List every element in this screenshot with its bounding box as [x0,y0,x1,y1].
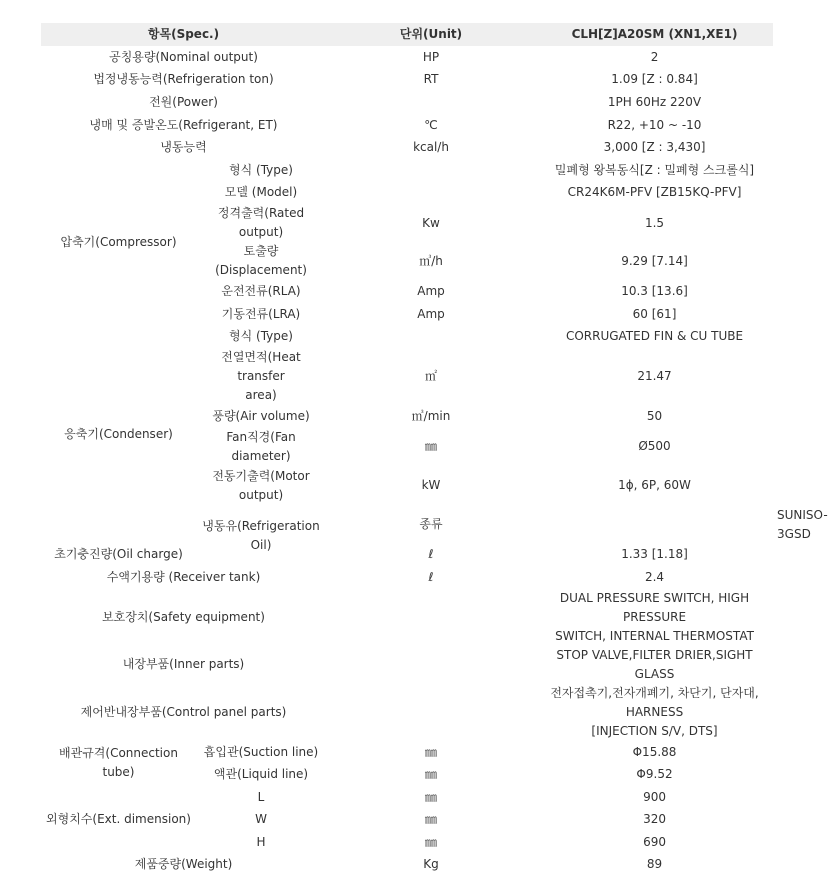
row-label: 공칭용량(Nominal output) [109,49,258,64]
row-label: 내장부품(Inner parts) [122,657,245,672]
row-label: 보호장치(Safety equipment) [102,609,265,624]
row-value: 10.3 [13.6] [621,283,688,298]
row-value: 690 [643,834,666,849]
row-label: 제품중량(Weight) [134,857,233,872]
row-unit: ㎥/h [419,253,443,268]
table-row [41,91,773,114]
row-label: 종류 [419,517,443,532]
row-value: STOP VALVE,FILTER DRIER,SIGHT GLASS [556,647,753,681]
row-unit: Amp [417,306,445,321]
table-row [41,136,773,159]
row-label [196,348,326,405]
row-label: 정격출력(Rated output) [217,206,305,240]
group-label-compressor: 압축기(Compressor) [60,234,177,249]
row-unit: ㎜ [425,812,438,827]
row-label: 흡입관(Suction line) [203,744,319,759]
row-unit [326,684,536,741]
row-unit: Amp [417,283,445,298]
table-row [41,46,773,69]
row-label: 풍량(Air volume) [212,408,310,423]
row-unit: ℃ [424,117,438,132]
row-unit: ㎜ [425,789,438,804]
table-row [41,159,773,182]
row-label: 기동전류(LRA) [221,306,301,321]
row-value: 21.47 [637,368,672,383]
row-value: 60 [61] [632,306,677,321]
value-line: 전자접촉기,전자개폐기, 차단기, 단자대, HARNESS [550,685,759,719]
group-label-connection [41,741,196,786]
row-unit: ㎜ [425,834,438,849]
row-label [196,466,326,506]
group-label-condenser: 응축기(Condenser) [64,426,173,441]
group-label-oil: 냉동유(Refrigeration Oil) [202,518,320,552]
table-body [41,46,828,876]
row-value: R22, +10 ~ -10 [607,117,702,132]
table-row: 냉동유(Refrigeration Oil) 종류 SUNISO-3GSD [41,506,773,544]
row-label: 초기충진량(Oil charge) [54,547,183,562]
row-value: CR24K6M-PFV [ZB15KQ-PFV] [567,185,742,200]
row-value: 1.33 [1.18] [621,547,688,562]
row-value: 900 [643,789,666,804]
row-value: 3,000 [Z : 3,430] [603,140,706,155]
row-unit: ㎜ [425,744,438,759]
row-label: W [255,812,267,827]
row-label: 법정냉동능력(Refrigeration ton) [93,72,274,87]
row-unit [326,646,536,684]
row-value: 1.5 [644,215,665,230]
header-spec: 항목(Spec.) [41,23,326,46]
row-label: Fan직경(Fan diameter) [226,429,296,463]
row-unit: ㎜ [425,439,438,454]
spec-table [41,23,828,876]
row-unit [536,506,773,544]
table-row [41,786,773,809]
row-label: 토출량(Displacement) [215,244,307,278]
table-header [41,23,773,46]
row-value: 50 [646,408,663,423]
row-unit: Kw [422,215,440,230]
row-label: 운전전류(RLA) [221,283,301,298]
row-value: 89 [646,857,663,872]
row-label: 형식 (Type) [229,162,293,177]
table-row [41,114,773,137]
label-line: 전열면적(Heat transfer [221,349,301,383]
row-unit: ㎡ [425,368,438,383]
row-unit [326,91,536,114]
row-unit: Kg [423,857,439,872]
row-unit [326,325,536,348]
row-value [536,684,773,741]
row-unit [326,182,536,205]
value-line: SWITCH, INTERNAL THERMOSTAT [555,628,754,643]
label-line: 전동기출력(Motor [212,468,310,483]
table-row [41,325,773,348]
row-unit [326,589,536,646]
table-row [41,544,773,567]
table-row [41,684,773,741]
row-value: Φ15.88 [632,744,677,759]
header-row [41,23,773,46]
row-value: 2.4 [644,569,665,584]
row-label: 형식 (Type) [229,329,293,344]
row-unit: kW [421,478,441,493]
row-value: 9.29 [7.14] [621,253,688,268]
label-line: area) [245,387,277,402]
row-label: L [257,789,265,804]
row-label: 수액기용량 (Receiver tank) [106,569,261,584]
row-label: H [256,834,266,849]
row-value: 2 [650,49,659,64]
group-label-dimension: 외형치수(Ext. dimension) [46,812,191,827]
row-label: 제어반내장부품(Control panel parts) [80,704,287,719]
table-row [41,646,773,684]
header-unit: 단위(Unit) [326,23,536,46]
value-line: [INJECTION S/V, DTS] [591,723,718,738]
label-line: tube) [102,765,135,780]
label-line: 배관규격(Connection [59,746,178,761]
row-label: 모델 (Model) [224,185,298,200]
row-unit: ℓ [428,547,434,562]
row-value: 1ɸ, 6P, 60W [618,478,691,493]
row-value: 1.09 [Z : 0.84] [611,72,698,87]
table-row [41,566,773,589]
row-value: Ø500 [638,439,671,454]
table-row [41,589,773,646]
table-row [41,69,773,92]
value-line: DUAL PRESSURE SWITCH, HIGH PRESSURE [559,590,750,624]
row-value: CORRUGATED FIN & CU TUBE [565,329,744,344]
row-value: 1PH 60Hz 220V [607,94,702,109]
header-model: CLH[Z]A20SM (XN1,XE1) [536,23,773,46]
row-unit: ㎜ [425,767,438,782]
table-row [41,741,773,764]
row-unit [326,159,536,182]
row-label: 냉매 및 증발온도(Refrigerant, ET) [89,117,278,132]
row-value: Φ9.52 [636,767,673,782]
row-value [536,589,773,646]
row-unit: HP [422,49,440,64]
row-label: 전원(Power) [149,94,218,109]
row-unit: ℓ [428,569,434,584]
row-label: 냉동능력 [160,140,207,155]
row-value: 320 [643,812,666,827]
row-unit: RT [423,72,439,87]
row-unit: ㎥/min [411,408,451,423]
row-unit: kcal/h [413,140,449,155]
table-row [41,854,773,876]
row-label: 액관(Liquid line) [213,767,309,782]
row-value: 밀폐형 왕복동식[Z : 밀폐형 스크롤식] [554,162,755,177]
label-line: output) [238,487,284,502]
